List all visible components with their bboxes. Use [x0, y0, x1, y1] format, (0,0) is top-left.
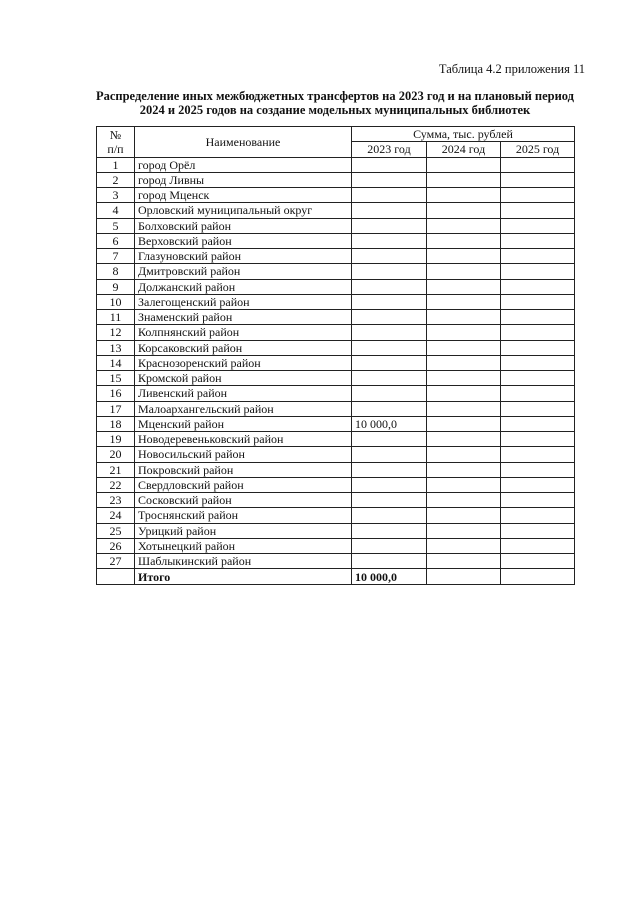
row-number: 3 — [97, 188, 135, 203]
row-value-2024 — [427, 401, 501, 416]
table-row — [97, 355, 575, 370]
row-name: Орловский муниципальный округ — [135, 203, 352, 218]
row-number: 21 — [97, 462, 135, 477]
row-value-2023 — [352, 371, 427, 386]
row-value-2024 — [427, 218, 501, 233]
row-value-2025 — [501, 264, 575, 279]
row-value-2023 — [352, 264, 427, 279]
row-name: город Ливны — [135, 172, 352, 187]
row-name: Колпнянский район — [135, 325, 352, 340]
table-row — [97, 203, 575, 218]
row-number: 20 — [97, 447, 135, 462]
row-value-2024 — [427, 188, 501, 203]
row-value-2024 — [427, 477, 501, 492]
row-value-2024 — [427, 447, 501, 462]
row-value-2024 — [427, 279, 501, 294]
row-number: 5 — [97, 218, 135, 233]
row-name: Кромской район — [135, 371, 352, 386]
row-value-2025 — [501, 416, 575, 431]
table-row — [97, 432, 575, 447]
row-name: город Мценск — [135, 188, 352, 203]
row-name: Дмитровский район — [135, 264, 352, 279]
row-name: Глазуновский район — [135, 249, 352, 264]
row-number: 7 — [97, 249, 135, 264]
header-year-2025: 2025 год — [501, 142, 575, 157]
table-row — [97, 523, 575, 538]
row-value-2023 — [352, 538, 427, 553]
row-name: Покровский район — [135, 462, 352, 477]
row-value-2023 — [352, 340, 427, 355]
row-value-2024 — [427, 340, 501, 355]
row-value-2023 — [352, 233, 427, 248]
row-value-2025 — [501, 371, 575, 386]
total-row — [97, 569, 575, 585]
row-name: Ливенский район — [135, 386, 352, 401]
row-value-2025 — [501, 386, 575, 401]
row-name: Урицкий район — [135, 523, 352, 538]
row-value-2025 — [501, 447, 575, 462]
row-number: 10 — [97, 294, 135, 309]
row-value-2024 — [427, 523, 501, 538]
row-value-2024 — [427, 203, 501, 218]
row-value-2023 — [352, 401, 427, 416]
table-caption: Таблица 4.2 приложения 11 — [438, 62, 585, 76]
row-name: Болховский район — [135, 218, 352, 233]
row-name: город Орёл — [135, 157, 352, 172]
row-value-2025 — [501, 462, 575, 477]
row-name: Мценский район — [135, 416, 352, 431]
row-value-2023 — [352, 172, 427, 187]
row-name: Корсаковский район — [135, 340, 352, 355]
table-row — [97, 508, 575, 523]
row-value-2025 — [501, 493, 575, 508]
table-header-row-1 — [97, 127, 575, 142]
table-row — [97, 294, 575, 309]
row-value-2024 — [427, 355, 501, 370]
row-name: Должанский район — [135, 279, 352, 294]
header-number-line-2: п/п — [107, 141, 124, 156]
row-name: Новодеревеньковский район — [135, 432, 352, 447]
table-row — [97, 340, 575, 355]
row-value-2025 — [501, 340, 575, 355]
row-value-2025 — [501, 401, 575, 416]
header-sum: Сумма, тыс. рублей — [352, 127, 575, 142]
table-row — [97, 554, 575, 569]
row-number: 23 — [97, 493, 135, 508]
row-value-2024 — [427, 386, 501, 401]
row-value-2023 — [352, 203, 427, 218]
row-name: Свердловский район — [135, 477, 352, 492]
row-value-2025 — [501, 523, 575, 538]
row-value-2025 — [501, 203, 575, 218]
row-number: 12 — [97, 325, 135, 340]
document-title-line-1: Распределение иных межбюджетных трансфертов на 2023 год и на плановый период — [95, 89, 575, 103]
row-value-2023 — [352, 432, 427, 447]
allocation-table — [96, 126, 575, 585]
row-value-2025 — [501, 188, 575, 203]
table-row — [97, 264, 575, 279]
row-value-2025 — [501, 355, 575, 370]
row-number: 26 — [97, 538, 135, 553]
header-name: Наименование — [135, 127, 352, 158]
row-number: 27 — [97, 554, 135, 569]
row-value-2023 — [352, 355, 427, 370]
row-value-2023 — [352, 477, 427, 492]
row-name: Малоархангельский район — [135, 401, 352, 416]
table-row — [97, 310, 575, 325]
row-value-2023: 10 000,0 — [352, 416, 427, 431]
row-value-2025 — [501, 538, 575, 553]
row-name: Троснянский район — [135, 508, 352, 523]
row-value-2023 — [352, 294, 427, 309]
row-name: Шаблыкинский район — [135, 554, 352, 569]
table-row — [97, 493, 575, 508]
row-number: 19 — [97, 432, 135, 447]
row-value-2023 — [352, 310, 427, 325]
row-number: 8 — [97, 264, 135, 279]
row-value-2023 — [352, 386, 427, 401]
header-number-line-1: № — [109, 127, 122, 142]
total-number-cell — [97, 569, 135, 585]
row-value-2025 — [501, 294, 575, 309]
table-row — [97, 538, 575, 553]
row-value-2024 — [427, 325, 501, 340]
row-value-2025 — [501, 477, 575, 492]
row-name: Краснозоренский район — [135, 355, 352, 370]
table-row — [97, 233, 575, 248]
row-value-2025 — [501, 508, 575, 523]
row-name: Знаменский район — [135, 310, 352, 325]
table-row — [97, 477, 575, 492]
row-value-2024 — [427, 554, 501, 569]
row-number: 14 — [97, 355, 135, 370]
row-number: 17 — [97, 401, 135, 416]
header-year-2023: 2023 год — [352, 142, 427, 157]
row-number: 15 — [97, 371, 135, 386]
table-row — [97, 325, 575, 340]
row-value-2023 — [352, 188, 427, 203]
row-value-2024 — [427, 249, 501, 264]
row-value-2023 — [352, 554, 427, 569]
table-row — [97, 371, 575, 386]
row-value-2023 — [352, 249, 427, 264]
table-row — [97, 218, 575, 233]
row-name: Новосильский район — [135, 447, 352, 462]
row-value-2023 — [352, 218, 427, 233]
table-row — [97, 249, 575, 264]
row-value-2023 — [352, 279, 427, 294]
row-value-2025 — [501, 218, 575, 233]
row-value-2025 — [501, 157, 575, 172]
header-year-2024: 2024 год — [427, 142, 501, 157]
row-number: 9 — [97, 279, 135, 294]
row-value-2024 — [427, 310, 501, 325]
row-value-2024 — [427, 264, 501, 279]
row-number: 22 — [97, 477, 135, 492]
table-row — [97, 401, 575, 416]
row-value-2023 — [352, 462, 427, 477]
row-value-2023 — [352, 325, 427, 340]
row-value-2024 — [427, 371, 501, 386]
row-value-2025 — [501, 233, 575, 248]
row-value-2024 — [427, 416, 501, 431]
row-value-2024 — [427, 233, 501, 248]
row-value-2023 — [352, 493, 427, 508]
row-number: 1 — [97, 157, 135, 172]
header-number — [97, 127, 135, 158]
row-number: 6 — [97, 233, 135, 248]
row-number: 4 — [97, 203, 135, 218]
row-value-2023 — [352, 447, 427, 462]
document-title — [80, 89, 590, 117]
row-value-2025 — [501, 325, 575, 340]
total-2025 — [501, 569, 575, 585]
document-title-line-2: 2024 и 2025 годов на создание модельных муниципальных библиотек — [139, 103, 531, 117]
row-value-2024 — [427, 493, 501, 508]
row-value-2024 — [427, 538, 501, 553]
total-2023: 10 000,0 — [352, 569, 427, 585]
row-number: 11 — [97, 310, 135, 325]
table-row — [97, 157, 575, 172]
row-number: 13 — [97, 340, 135, 355]
row-value-2025 — [501, 310, 575, 325]
row-number: 2 — [97, 172, 135, 187]
row-value-2024 — [427, 172, 501, 187]
row-number: 16 — [97, 386, 135, 401]
row-value-2023 — [352, 157, 427, 172]
row-value-2024 — [427, 294, 501, 309]
table-row — [97, 416, 575, 431]
table-row — [97, 462, 575, 477]
row-value-2023 — [352, 523, 427, 538]
row-number: 18 — [97, 416, 135, 431]
total-label: Итого — [135, 569, 352, 585]
row-value-2025 — [501, 279, 575, 294]
row-number: 24 — [97, 508, 135, 523]
row-value-2023 — [352, 508, 427, 523]
row-name: Сосковский район — [135, 493, 352, 508]
row-name: Залегощенский район — [135, 294, 352, 309]
table-body — [97, 157, 575, 569]
table-row — [97, 447, 575, 462]
table-row — [97, 279, 575, 294]
table-row — [97, 386, 575, 401]
total-2024 — [427, 569, 501, 585]
table-row — [97, 172, 575, 187]
row-name: Верховский район — [135, 233, 352, 248]
row-value-2025 — [501, 172, 575, 187]
row-name: Хотынецкий район — [135, 538, 352, 553]
table-row — [97, 188, 575, 203]
row-value-2025 — [501, 249, 575, 264]
row-value-2024 — [427, 432, 501, 447]
row-value-2025 — [501, 432, 575, 447]
row-value-2024 — [427, 157, 501, 172]
row-number: 25 — [97, 523, 135, 538]
row-value-2024 — [427, 508, 501, 523]
row-value-2025 — [501, 554, 575, 569]
row-value-2024 — [427, 462, 501, 477]
